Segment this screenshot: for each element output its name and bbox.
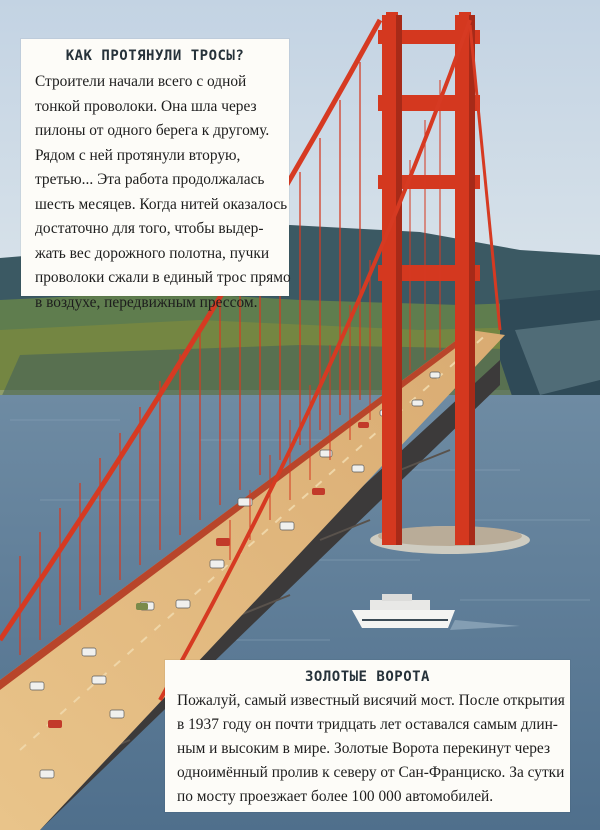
box-title-golden-gate: ЗОЛОТЫЕ ВОРОТА bbox=[304, 669, 430, 685]
text-line: проволоки сжали в единый трос прямо bbox=[35, 269, 291, 286]
text-line: жать вес дорожного полотна, пучки bbox=[35, 244, 270, 262]
info-box-golden-gate bbox=[165, 660, 570, 812]
text-line: одноимённый пролив к северу от Сан-Франциско. За сутки bbox=[177, 764, 565, 781]
text-line: Рядом с ней протянули вторую, bbox=[35, 146, 241, 164]
box-body-golden-gate bbox=[165, 689, 570, 809]
text-line: достаточно для того, чтобы выдер- bbox=[35, 220, 264, 237]
text-line: Строители начали всего с одной bbox=[35, 73, 247, 90]
box-title-cables: КАК ПРОТЯНУЛИ ТРОСЫ? bbox=[65, 48, 245, 64]
box-body-cables bbox=[21, 70, 289, 315]
text-line: тонкой проволоки. Она шла через bbox=[35, 97, 257, 115]
info-box-cables bbox=[21, 39, 291, 311]
text-line: третью... Эта работа продолжалась bbox=[35, 171, 265, 188]
text-line: в 1937 году он почти тридцать лет оставался самым длин- bbox=[177, 716, 558, 733]
text-line: по мосту проезжает более 100 000 автомобилей. bbox=[177, 788, 494, 805]
text-line: Пожалуй, самый известный висячий мост. После открытия bbox=[177, 692, 565, 709]
text-line: ным и высоким в мире. Золотые Ворота перекинут через bbox=[177, 740, 551, 757]
text-line: шесть месяцев. Когда нитей оказалось bbox=[35, 195, 288, 213]
text-line: пилоны от одного берега к другому. bbox=[35, 122, 270, 139]
text-line: в воздухе, передвижным прессом. bbox=[35, 293, 258, 311]
